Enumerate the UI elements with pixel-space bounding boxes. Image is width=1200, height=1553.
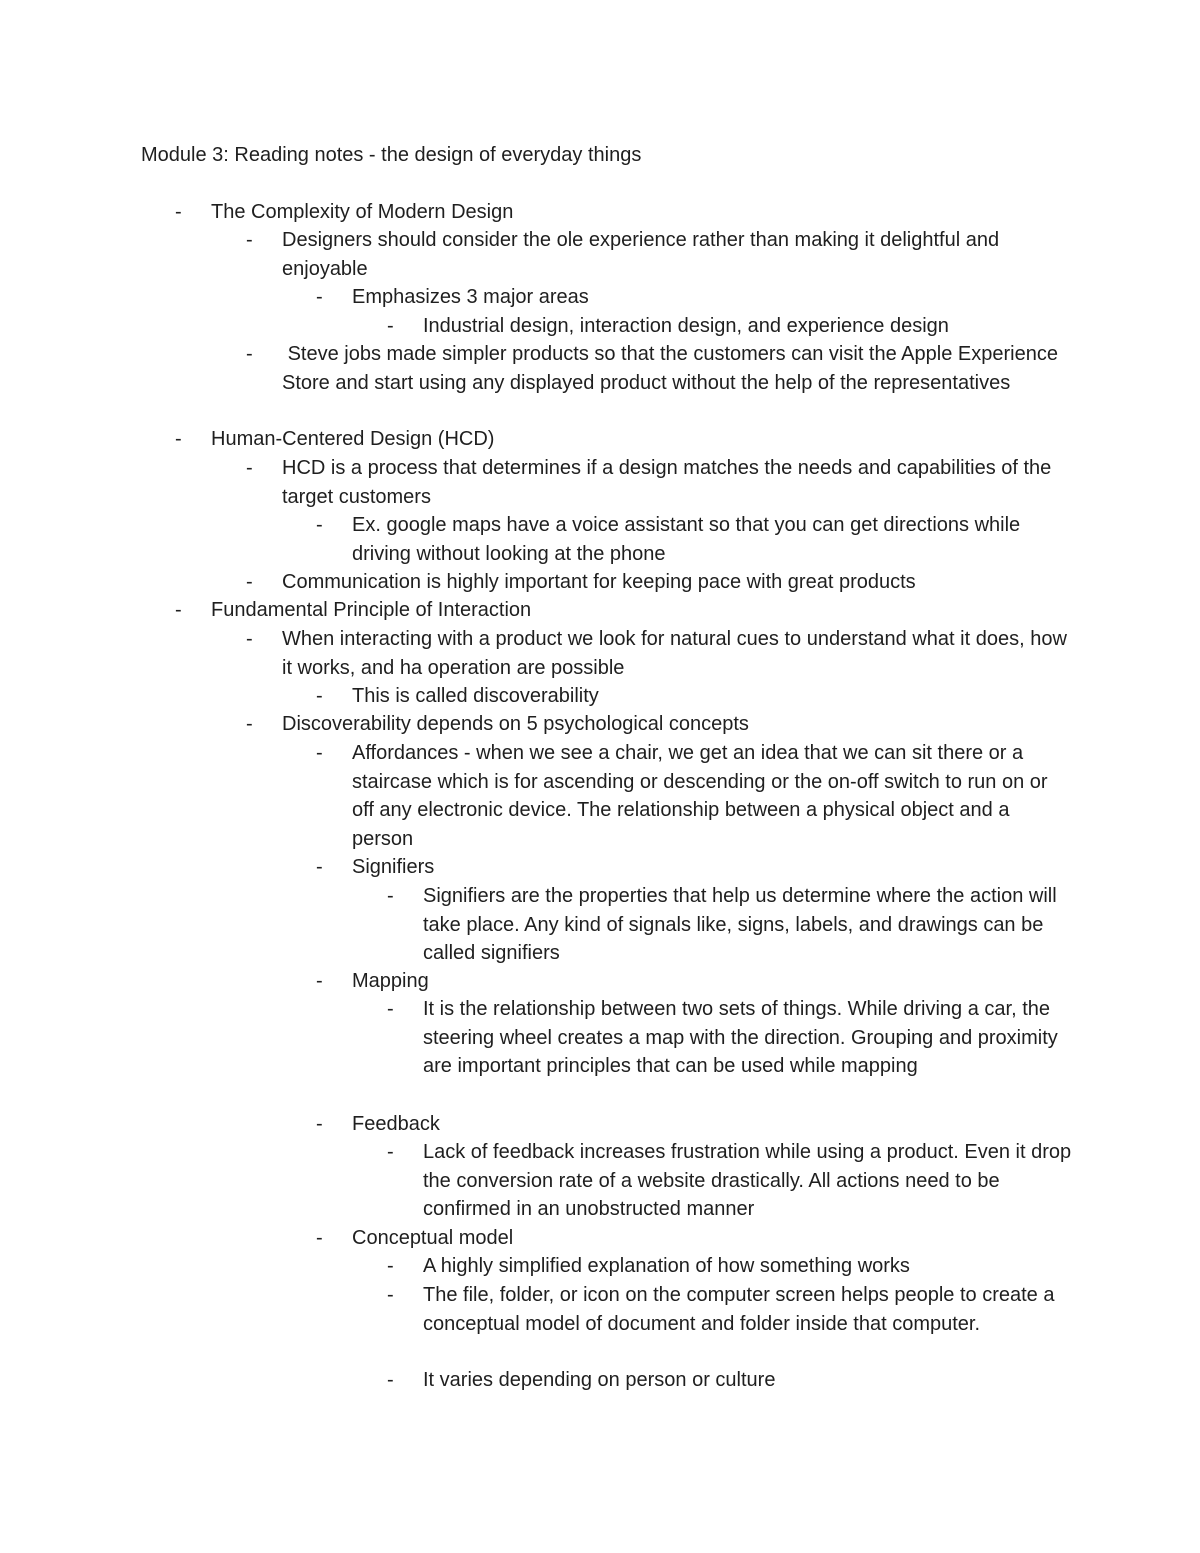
list-item-text: Fundamental Principle of Interaction (211, 599, 532, 621)
page-title: Module 3: Reading notes - the design of everyday things (141, 144, 642, 166)
bullet-dash: - (387, 1255, 394, 1277)
list-item (387, 995, 1073, 1081)
list-item (175, 425, 1071, 454)
list-item-text: Lack of feedback increases frustration while using a product. Even it drop the conversion rate of a website drastically. All actions need to be confirmed in an unobstructed manner (423, 1141, 1072, 1220)
bullet-dash: - (175, 201, 182, 223)
list-item (316, 682, 1072, 711)
bullet-dash: - (387, 1141, 394, 1163)
bullet-dash: - (316, 1227, 323, 1249)
list-item (316, 739, 1072, 853)
list-item-text: Signifiers (352, 856, 435, 878)
list-item-text: The file, folder, or icon on the computer screen helps people to create a conceptual model of document and folder inside that computer. (423, 1284, 1055, 1335)
bullet-dash: - (316, 856, 323, 878)
list-item-text: It varies depending on person or culture (423, 1369, 776, 1391)
bullet-dash: - (316, 685, 323, 707)
list-item (387, 1366, 1073, 1395)
bullet-dash: - (246, 343, 253, 365)
bullet-dash: - (175, 428, 182, 450)
list-item-text: Affordances - when we see a chair, we get an idea that we can sit there or a staircase which is for ascending or descending or the on-off switch to run on or off any electronic device. The relationship between a physical object and a person (352, 742, 1048, 850)
list-item (387, 1138, 1073, 1224)
list-item (316, 283, 1072, 312)
list-item-text: Industrial design, interaction design, and experience design (423, 315, 949, 337)
list-item (246, 226, 1072, 283)
list-item (387, 882, 1073, 968)
list-item (387, 1281, 1073, 1338)
bullet-dash: - (316, 742, 323, 764)
list-item (246, 454, 1072, 511)
list-item-text: This is called discoverability (352, 685, 599, 707)
bullet-dash: - (316, 1113, 323, 1135)
list-item-text: Designers should consider the ole experience rather than making it delightful and enjoyable (282, 229, 1000, 280)
bullet-dash: - (316, 286, 323, 308)
list-item-text: Emphasizes 3 major areas (352, 286, 589, 308)
list-item (246, 568, 1072, 597)
list-item (387, 312, 1073, 341)
list-item (246, 340, 1072, 397)
list-item-text: When interacting with a product we look for natural cues to understand what it does, how it works, and ha operation are possible (282, 628, 1067, 679)
list-item-text: HCD is a process that determines if a design matches the needs and capabilities of the target customers (282, 457, 1052, 508)
list-item (316, 1224, 1072, 1253)
list-item-text: Human-Centered Design (HCD) (211, 428, 495, 450)
list-item-text: Mapping (352, 970, 429, 992)
bullet-dash: - (316, 514, 323, 536)
list-item (246, 710, 1072, 739)
bullet-dash: - (246, 571, 253, 593)
list-item (175, 596, 1071, 625)
bullet-dash: - (387, 998, 394, 1020)
list-item-text: Steve jobs made simpler products so that the customers can visit the Apple Experience Store and start using any displayed product without the help of the representatives (282, 343, 1064, 394)
list-item-text: Discoverability depends on 5 psychological concepts (282, 713, 749, 735)
list-item-text: It is the relationship between two sets of things. While driving a car, the steering wheel creates a map with the direction. Grouping and proximity are important principles that can be used while mapping (423, 998, 1058, 1077)
bullet-dash: - (387, 885, 394, 907)
list-item-text: A highly simplified explanation of how something works (423, 1255, 910, 1277)
bullet-dash: - (316, 970, 323, 992)
bullet-dash: - (387, 1284, 394, 1306)
bullet-dash: - (246, 628, 253, 650)
bullet-dash: - (387, 1369, 394, 1391)
list-item-text: Communication is highly important for keeping pace with great products (282, 571, 916, 593)
list-item-text: Feedback (352, 1113, 440, 1135)
list-item (316, 1110, 1072, 1139)
list-item-text: The Complexity of Modern Design (211, 201, 514, 223)
bullet-dash: - (387, 315, 394, 337)
list-item-text: Signifiers are the properties that help us determine where the action will take place. Any kind of signals like, signs, labels, and drawings can be called signifiers (423, 885, 1057, 964)
list-item (316, 853, 1072, 882)
list-item (316, 511, 1072, 568)
list-item (387, 1252, 1073, 1281)
list-item (316, 967, 1072, 996)
list-item-text: Conceptual model (352, 1227, 514, 1249)
bullet-dash: - (246, 713, 253, 735)
bullet-dash: - (246, 229, 253, 251)
list-item (246, 625, 1072, 682)
list-item (175, 198, 1071, 227)
bullet-dash: - (246, 457, 253, 479)
bullet-dash: - (175, 599, 182, 621)
list-item-text: Ex. google maps have a voice assistant so that you can get directions while driving without looking at the phone (352, 514, 1021, 565)
